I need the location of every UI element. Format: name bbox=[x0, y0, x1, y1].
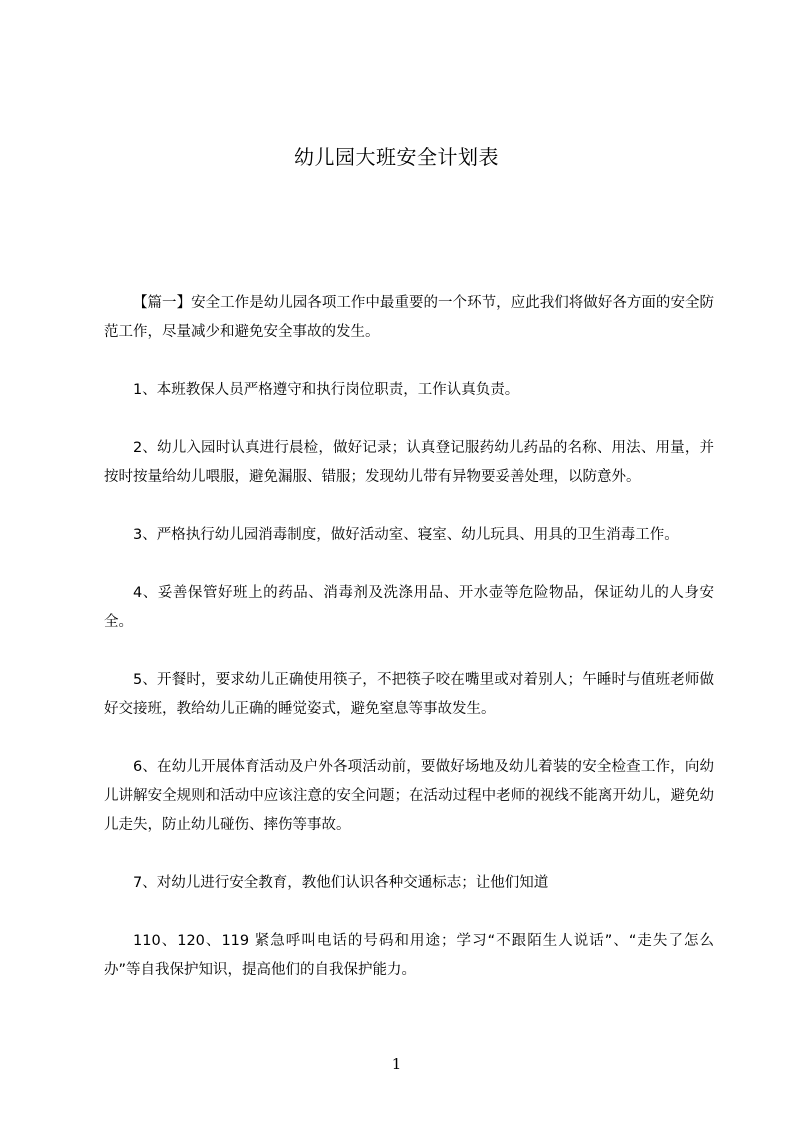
page-number: 1 bbox=[391, 1055, 402, 1073]
paragraph-item-3: 3、严格执行幼儿园消毒制度，做好活动室、寝室、幼儿玩具、用具的卫生消毒工作。 bbox=[133, 527, 679, 543]
paragraph-item-7: 7、对幼儿进行安全教育，教他们认识各种交通标志；让他们知道 bbox=[133, 875, 549, 891]
document-body bbox=[104, 289, 714, 1014]
paragraph-item-2: 2、幼儿入园时认真进行晨检，做好记录；认真登记服药幼儿药品的名称、用法、用量，并按时按量给幼儿喂服，避免漏服、错服；发现幼儿带有异物要妥善处理，以防意外。 bbox=[104, 440, 714, 485]
paragraph-item-4: 4、妥善保管好班上的药品、消毒剂及洗涤用品、开水壶等危险物品，保证幼儿的人身安全。 bbox=[104, 585, 714, 630]
paragraph-item-5: 5、开餐时，要求幼儿正确使用筷子，不把筷子咬在嘴里或对着别人；午睡时与值班老师做好交接班，教给幼儿正确的睡觉姿式，避免窒息等事故发生。 bbox=[104, 672, 714, 717]
paragraph-item-7-continued: 110、120、119 紧急呼叫电话的号码和用途；学习“不跟陌生人说话”、“走失了怎么办”等自我保护知识，提高他们的自我保护能力。 bbox=[104, 933, 714, 978]
document-title: 幼儿园大班安全计划表 bbox=[294, 145, 499, 169]
paragraph-item-1: 1、本班教保人员严格遵守和执行岗位职责，工作认真负责。 bbox=[133, 382, 520, 398]
paragraph-intro: 【篇一】安全工作是幼儿园各项工作中最重要的一个环节，应此我们将做好各方面的安全防范工作，尽量减少和避免安全事故的发生。 bbox=[104, 295, 714, 340]
paragraph-item-6: 6、在幼儿开展体育活动及户外各项活动前，要做好场地及幼儿着装的安全检查工作，向幼儿讲解安全规则和活动中应该注意的安全问题；在活动过程中老师的视线不能离开幼儿，避免幼儿走失，防止幼儿碰伤、摔伤等事故。 bbox=[104, 759, 714, 833]
